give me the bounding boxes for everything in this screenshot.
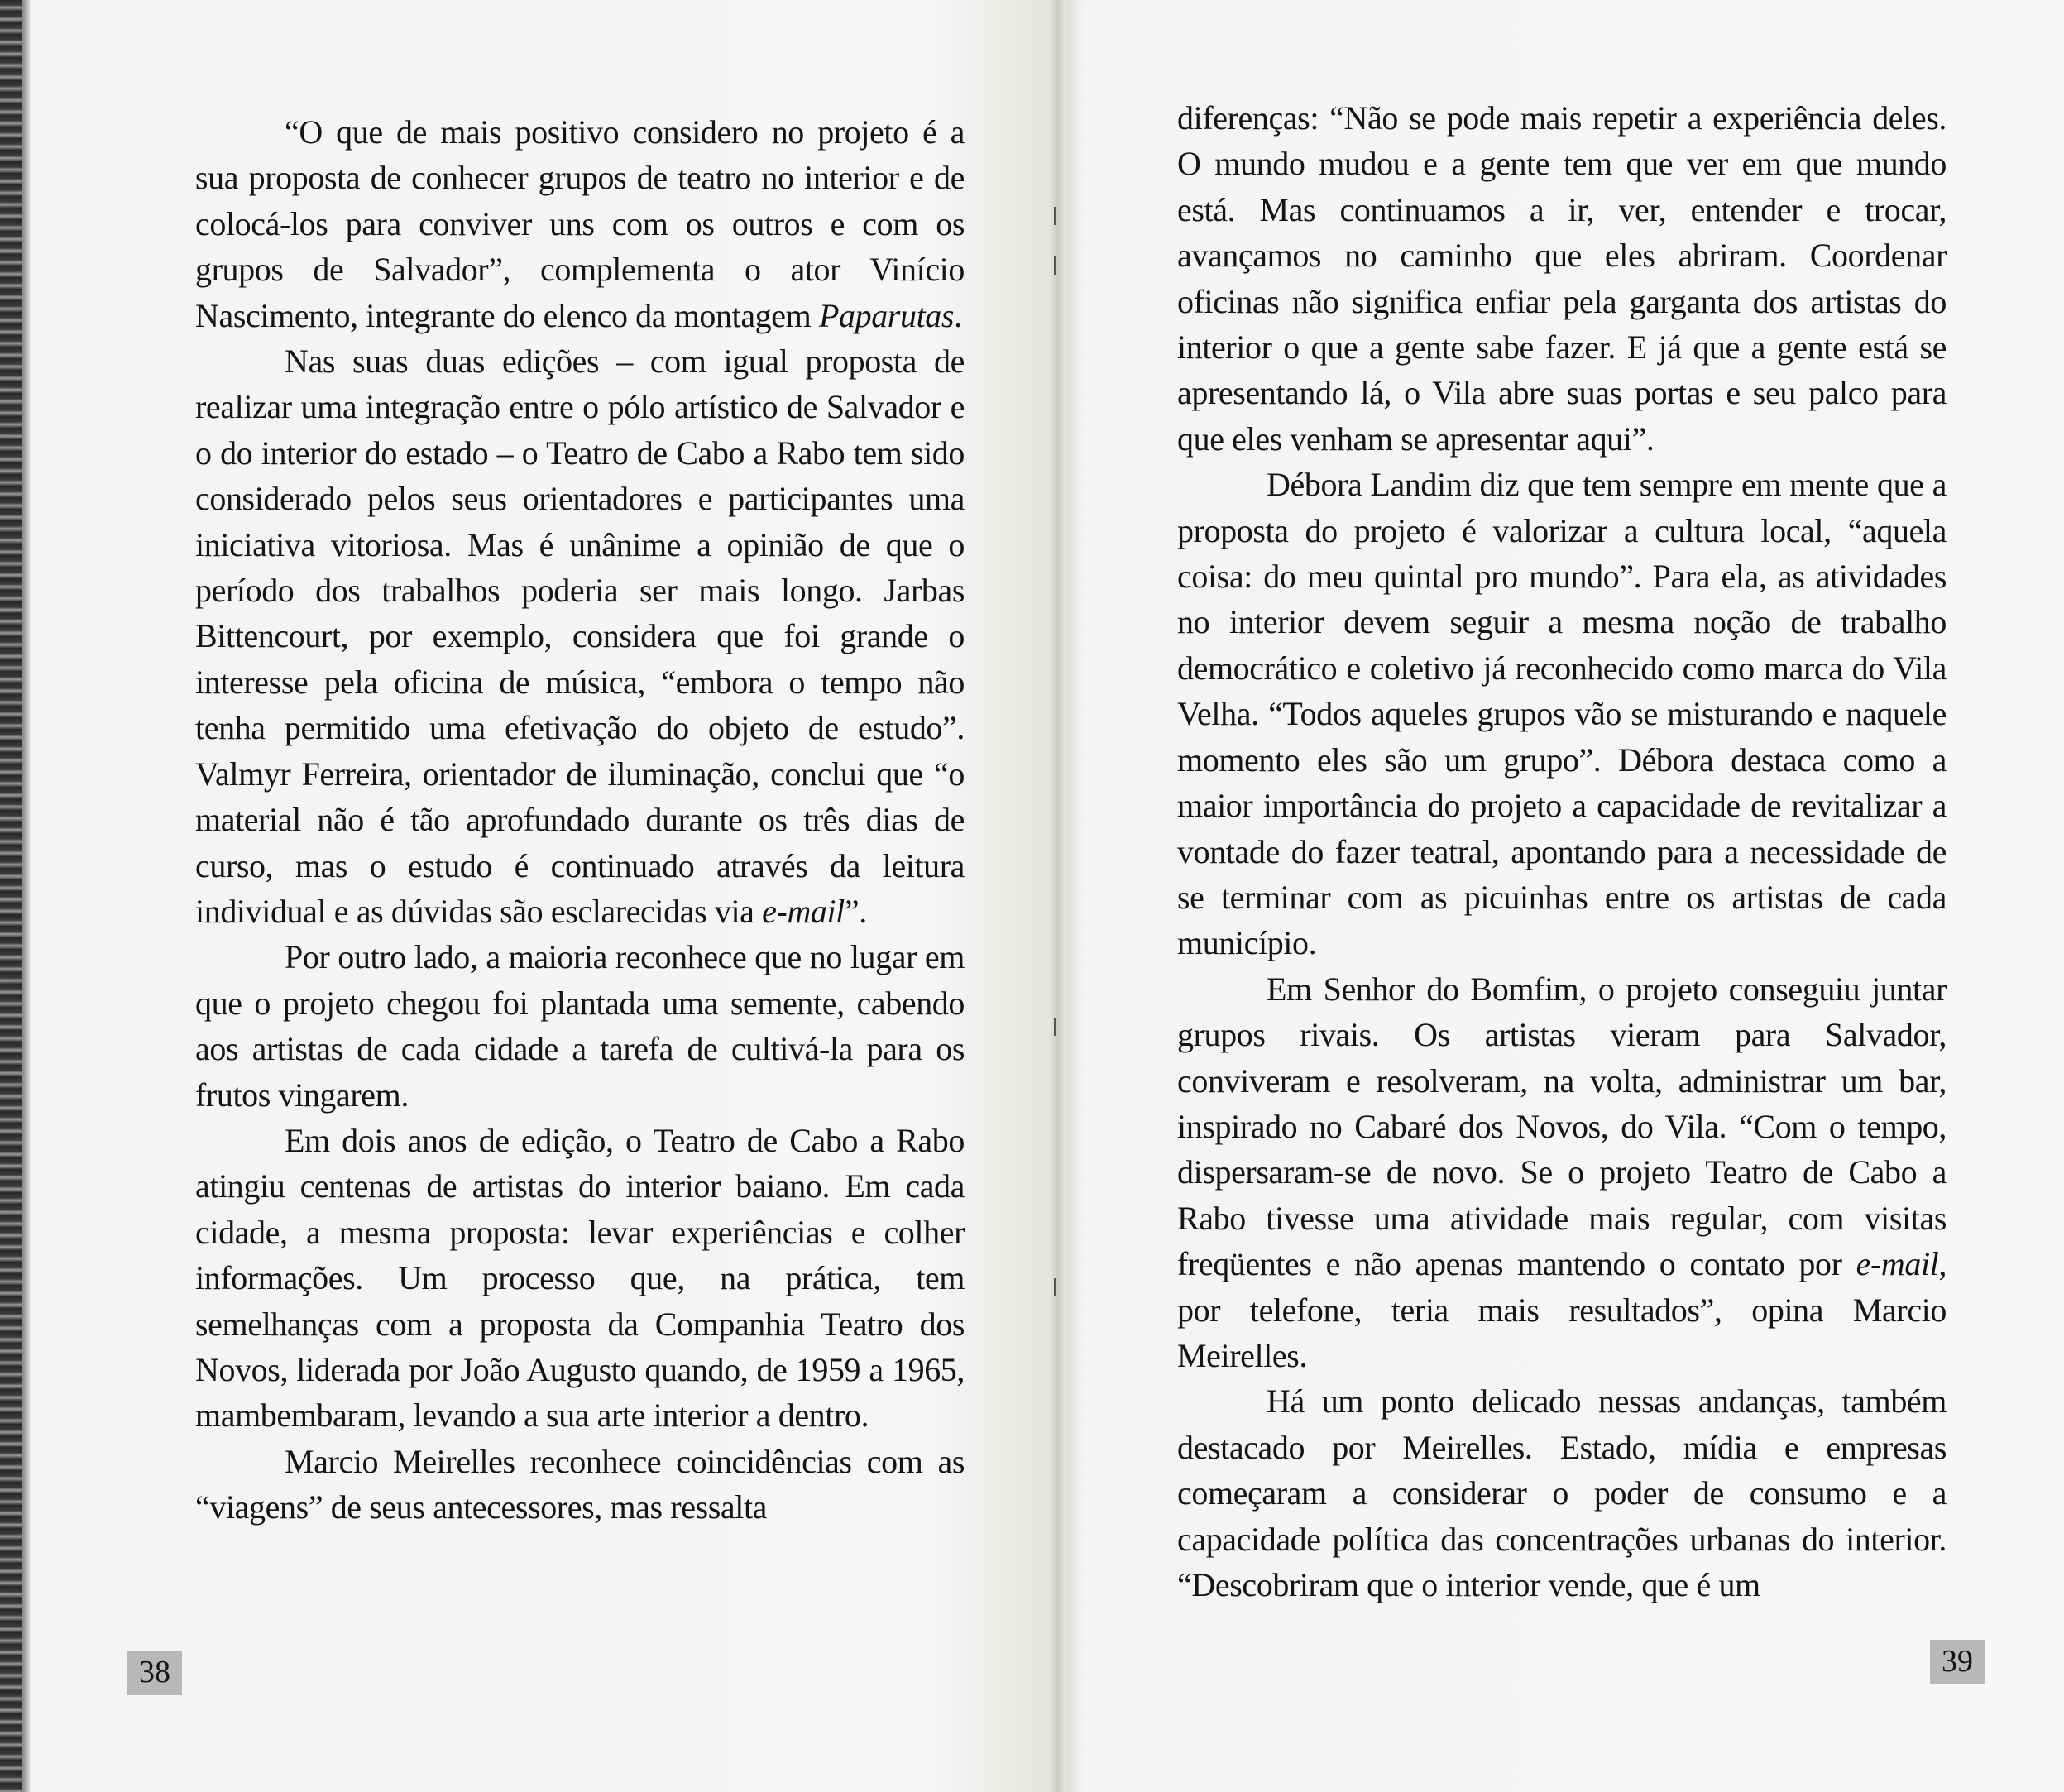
paragraph: [1177, 966, 1947, 1379]
page-number: 39: [1930, 1640, 1985, 1684]
paragraph: [195, 1118, 965, 1439]
left-page-text: [195, 109, 965, 1531]
paragraph-text: Nas suas duas edições – com igual proposta de realizar uma integração entre o pólo artístico de Salvador e o do interior do estado – o Teatro de Cabo a Rabo tem sido considerado pelos seus orientadores e participantes uma iniciativa vitoriosa. Mas é unânime a opinião de que o período dos trabalhos poderia ser mais longo. Jarbas Bittencourt, por exemplo, considera que foi grande o interesse pela oficina de música, “embora o tempo não tenha permitido uma efetivação do objeto de estudo”. Valmyr Ferreira, orientador de iluminação, conclui que “o material não é tão aprofundado durante os três dias de curso, mas o estudo é continuado através da leitura individual e as dúvidas são esclarecidas via: [195, 343, 965, 930]
paragraph-text: Em Senhor do Bomfim, o projeto conseguiu juntar grupos rivais. Os artistas vieram para Salvador, conviveram e resolveram, na volta, administrar um bar, inspirado no Cabaré dos Novos, do Vila. “Com o tempo, dispersaram-se de novo. Se o projeto Teatro de Cabo a Rabo tivesse uma atividade mais regular, com visitas freqüentes e não apenas mantendo o contato por: [1177, 970, 1947, 1283]
book-binding-shadow: [22, 0, 30, 1792]
paragraph-text: Marcio Meirelles reconhece coincidências com as “viagens” de seus antecessores, mas ressalta: [195, 1442, 965, 1526]
paragraph-text: diferenças: “Não se pode mais repetir a experiência deles. O mundo mudou e a gente tem que ver em que mundo está. Mas continuamos a ir, ver, entender e trocar, avançamos no caminho que eles abriram. Coordenar oficinas não significa enfiar pela garganta dos artistas do interior o que a gente sabe fazer. E já que a gente está se apresentando lá, o Vila abre suas portas e seu palco para que eles venham se apresentar aqui”.: [1177, 99, 1947, 458]
paragraph: [195, 338, 965, 934]
paragraph: [195, 109, 965, 338]
left-page: [30, 0, 1051, 1792]
gutter-mark: [1054, 1018, 1056, 1036]
paragraph-text: Há um ponto delicado nessas andanças, também destacado por Meirelles. Estado, mídia e empresas começaram a considerar o poder de consumo e a capacidade política das concentrações urbanas do interior. “Descobriram que o interior vende, que é um: [1177, 1382, 1947, 1603]
paragraph-tail: ”.: [844, 892, 867, 930]
paragraph-tail: .: [954, 296, 962, 334]
paragraph-italic: e-mail: [762, 892, 845, 930]
gutter-mark: [1054, 207, 1056, 225]
book-gutter: [1051, 0, 1066, 1792]
paragraph: [195, 1439, 965, 1531]
paragraph-text: “O que de mais positivo considero no projeto é a sua proposta de conhecer grupos de teatro no interior e de colocá-los para conviver uns com os outros e com os grupos de Salvador”, complementa o ator Vinício Nascimento, integrante do elenco da montagem: [195, 113, 965, 334]
paragraph: [1177, 95, 1947, 462]
right-page: [1066, 0, 2064, 1792]
paragraph-italic: Paparutas: [818, 296, 955, 334]
paragraph: [195, 934, 965, 1118]
book-binding-edge: [0, 0, 22, 1792]
paragraph: [1177, 1378, 1947, 1608]
paragraph: [1177, 462, 1947, 965]
paragraph-text: Por outro lado, a maioria reconhece que no lugar em que o projeto chegou foi plantada uma semente, cabendo aos artistas de cada cidade a tarefa de cultivá-la para os frutos vingarem.: [195, 938, 965, 1114]
right-page-text: [1177, 95, 1947, 1608]
gutter-mark: [1054, 1278, 1056, 1296]
page-number: 38: [127, 1651, 182, 1695]
paragraph-italic: e-mail: [1856, 1245, 1939, 1283]
gutter-mark: [1054, 256, 1056, 275]
paragraph-text: Em dois anos de edição, o Teatro de Cabo a Rabo atingiu centenas de artistas do interior baiano. Em cada cidade, a mesma proposta: levar experiências e colher informações. Um processo que, na prática, tem semelhanças com a proposta da Companhia Teatro dos Novos, liderada por João Augusto quando, de 1959 a 1965, mambembaram, levando a sua arte interior a dentro.: [195, 1121, 965, 1435]
paragraph-tail: , por telefone, teria mais resultados”, opina Marcio Meirelles.: [1177, 1245, 1947, 1374]
paragraph-text: Débora Landim diz que tem sempre em mente que a proposta do projeto é valorizar a cultura local, “aquela coisa: do meu quintal pro mundo”. Para ela, as atividades no interior devem seguir a mesma noção de trabalho democrático e coletivo já reconhecido como marca do Vila Velha. “Todos aqueles grupos vão se misturando e naquele momento eles são um grupo”. Débora destaca como a maior importância do projeto a capacidade de revitalizar a vontade do fazer teatral, apontando para a necessidade de se terminar com as picuinhas entre os artistas de cada município.: [1177, 466, 1947, 962]
